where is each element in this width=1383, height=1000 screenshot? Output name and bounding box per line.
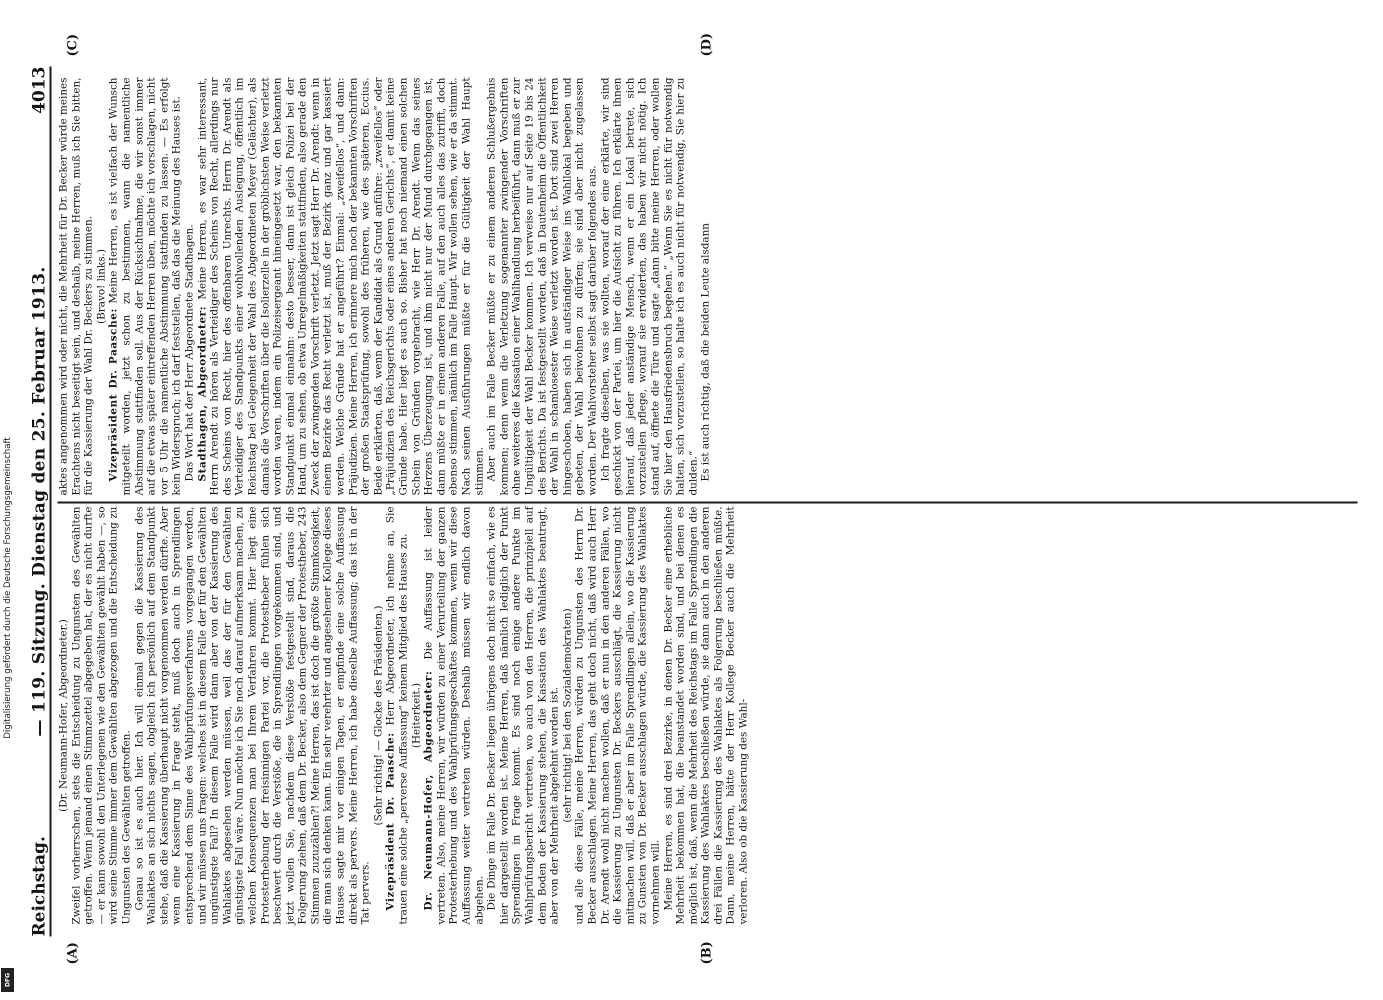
margin-letter-d: (D) (699, 32, 715, 57)
paragraph (599, 78, 700, 496)
paragraph (95, 78, 108, 496)
paragraph-text: Herr Abgeordneter, ich nehme an, Sie trauen eine solche „perverse Auffassung“ keinem Mitglied des Hauses zu. (384, 506, 410, 925)
paragraph (372, 507, 385, 925)
paragraph (70, 507, 133, 925)
paragraph-text: Genau so ist es auch hier. Ich will einmal gegen die Kassierung des Wahlaktes an sich nichts sagen, obgleich ich persönlich auf dem Standpunkt stehe, daß die Kassierung überhaupt nicht vorgenommen werden dürfte. Aber wenn eine Kassierung in Frage steht, muß doch auch in Sprendlingen entsprechend dem Sinne des Wahlprüfungsverfahrens vorgegangen werden, und wir müssen uns fragen: welches ist in diesem Falle der für den Gewählten ungünstigste Fall? In diesem Falle wird dann aber von der Kassierung des Wahlaktes abgesehen werden müssen, weil das der für den Gewählten günstigste Fall wäre. Nun möchte ich Sie noch darauf aufmerksam machen, zu welchen Konsequenzen man bei Ihrem Verfahren kommt. Hier liegt eine Protesterhebung der freisinnigen Partei vor, die Protestheber fühlen sich beschwert durch die Verstöße, die in Sprendlingen vorgekommen sind, und jetzt wollen Sie, nachdem diese Verstöße festgestellt sind, daraus die Folgerung ziehen, daß dem Dr. Becker, also dem Gegner der Protestheber, 243 Stimmen zuzuzählen?! Meine Herren, das ist doch die größte Stimmkosigkeit, die man sich denken kann. Ein sehr verehrter und angesehener Kollege dieses Hauses sagte mir vor einigen Tagen, er empfinde eine solche Auffassung direkt als pervers. Meine Herren, ich habe dieselbe Auffassung; das ist in der Tat pervers. (133, 506, 372, 925)
speaker-name: Vizepräsident Dr. Paasche: (384, 732, 397, 911)
paragraph (410, 507, 423, 925)
header-section: Reichstag. (29, 836, 50, 937)
paragraph-text: Zweifel vorherrschen, stets die Entscheidung zu Ungunsten des Gewählten getroffen. Wenn jemand einen Stimmzettel abgegeben hat, der es nicht durfte — er kann sowohl den Unterlegenen wie den Gewählten gewählt haben —, so wird seine Stimme immer dem Gewählten abgezogen und die Entscheidung zu Ungunsten des Gewählten getroffen. (70, 506, 133, 925)
margin-letter-c: (C) (65, 33, 81, 57)
paragraph (58, 507, 71, 925)
paragraph-text: Es ist auch richtig, daß die beiden Leute alsdann (699, 223, 712, 482)
paragraph-text: (Dr. Neumann-Hofer, Abgeordneter.) (57, 619, 70, 812)
newspaper-page (0, 1, 1383, 1000)
paragraph (561, 507, 574, 925)
paragraph-text: aktes angenommen wird oder nicht, die Mehrheit für Dr. Becker würde meines Erachtens nicht beseitigt sein, und deshalb, meine Herren, muß ich Sie bitten, für die Kassierung der Wahl Dr. Beckers zu stimmen. (57, 77, 95, 496)
paragraph-text: Meine Herren, es ist vielfach der Wunsch mitgeteilt worden, jetzt schon zu bestimmen, wann die namentliche Abstimmung stattfinden soll. Aus der Rücksichtnahme, die wir sonst immer auf die etwas später eintreffenden Herren üben, möchte ich vorschlagen, nicht vor 5 Uhr die namentliche Abstimmung stattfinden zu lassen. — Es erfolgt kein Widerspruch; ich darf feststellen, daß das die Meinung des Hauses ist. (107, 77, 183, 496)
dfg-credit-text: Digitalisierung gefördert durch die Deutsche Forschungsgemeinschaft (3, 437, 13, 739)
left-column-text (58, 507, 751, 925)
paragraph (486, 78, 599, 496)
paragraph-text: (Sehr richtig! — Glocke des Präsidenten.) (372, 605, 385, 826)
speaker-name: Dr. Neumann-Hofer, Abgeordneter: (422, 670, 435, 911)
paragraph (385, 507, 410, 925)
header-title: — 119. Sitzung. Dienstag den 25. Februar 1913. (29, 266, 50, 737)
right-column-text (58, 78, 713, 496)
paragraph (58, 78, 96, 496)
paragraph (423, 507, 486, 925)
paragraph (486, 507, 562, 925)
paragraph-text: Die Auffassung ist leider vertreten. Also, meine Herren, wir würden zu einer Verurteilung der ganzen Protesterhebung und des Wahlprüfungsgeschäftes kommen, wenn wir diese Auffassung weiter vertreten würden. Deshalb müssen wir endlich davon abgehen. (422, 506, 486, 925)
header-rule (50, 67, 52, 937)
paragraph (574, 507, 662, 925)
paragraph-text: (Bravo! links.) (95, 249, 108, 324)
margin-letter-b: (B) (699, 941, 715, 965)
paragraph-text: Aber auch im Falle Becker müßte er zu einem anderen Schlußergebnis kommen; denn wenn die Verletzung sogenannter zwingender Vorschriften ohne weiteres die Kassation einer Wahlhandlung herbeiführt, dann muß er zur Ungültigkeit der Wahl Becker kommen. Ich verweise nur auf Seite 19 bis 24 des Berichts. Da ist festgestellt worden, daß in Dautenheim die Öffentlichkeit der Wahl in schamlosester Weise verletzt worden ist. Dort sind zwei Herren hingeschoben, haben sich in aufständiger Weise ins Wahllokal begeben und gebeten, der Wahl beiwohnen zu dürfen; sie sind aber nicht zugelassen worden. Der Wahlvorsteher selbst sagt darüber folgendes aus. (485, 77, 599, 496)
paragraph-text: Meine Herren, es sind drei Bezirke, in denen Dr. Becker eine erhebliche Mehrheit bekommen hat, die beanstandet worden sind, und bei denen es möglich ist, daß, wenn die Mehrheit des Reichstags im Falle Sprendlingen die Kassierung des Wahlaktes beschließen würde, sie dann auch in den anderen drei Fällen die Kassierung des Wahlaktes als Folgerung beschließen müßte. Dann, meine Herren, hätte der Herr Kollege Becker auch die Mehrheit verloren. Also ob die Kassierung des Wahl- (662, 506, 750, 925)
paragraph (133, 507, 372, 925)
dfg-logo-label: DFG (4, 972, 11, 988)
paragraph-text: Meine Herren, es war sehr interessant, Herrn Arendt zu hören als Verteidiger des Scheins von Recht, allerdings nur des Scheins von Recht, hier des offenbaren Unrechts. Herrn Dr. Arendt als Verteidiger des Standpunkts einer wohlwollenden Auslegung, öffentlich im Reichstag bei Gelegenheit der Wahl des Abgeordneten Meyer (Gelächter), als damals die Vorschriften über die Isolierzelle in der gröblichsten Weise verletzt worden waren, indem ein Polizeisergeant hineingesetzt war, den bekannten Standpunkt einmal einnahm: desto besser, dann ist gleich Polizei bei der Hand, um zu sehen, ob etwa Unregelmäßigkeiten stattfinden, also gerade den Zweck der zwingenden Vorschrift verletzt. Jetzt sagt Herr Dr. Arendt: wenn in einem Bezirke das Recht verletzt ist, muß der Bezirk ganz und gar kassiert werden. Welche Gründe hat er angeführt? Einmal: „zweifellos“, und dann: Präjudizien. Meine Herren, ich erinnere mich noch der bekannten Vorschriften der großen Staatsprüfung, sowohl des früheren, wie des späteren, Eccius. Beide erklärten, daß, wenn der Kandidat als Grund anführe: „zweifellos“ oder „Präjudizien des Reichsgerichts oder eines anderen Gerichts“, er damit keine Gründe habe. Hier liegt es auch so. Bisher hat noch niemand einen solchen Schein von Gründen vorgebracht, wie Herr Dr. Arendt. Wenn das seines Herzens Überzeugung ist, und ihm nicht nur der Mund durchgegangen ist, dann müßte er in einem anderen Falle, auf den auch alles das zutrifft, doch ebenso stimmen, nämlich im Falle Haupt. Wir wollen sehen, wie er da stimmt. Nach seinen Ausführungen müßte er für die Gültigkeit der Wahl Haupt stimmen. (196, 77, 486, 496)
paragraph (108, 78, 184, 496)
paragraph (662, 507, 750, 925)
page-number: 4013 (29, 66, 50, 114)
margin-letter-a: (A) (65, 942, 81, 965)
paragraph (700, 78, 713, 496)
speaker-name: Vizepräsident Dr. Paasche: (107, 308, 120, 482)
paragraph (183, 78, 196, 496)
paragraph-text: und alle diese Fälle, meine Herren, würden zu Ungunsten des Herrn Dr. Becker ausschlagen. Meine Herren, das geht doch nicht, daß wird auch Herr Dr. Arendt wohl nicht machen wollen, daß er nun in den anderen Fällen, wo die Kassierung zu Ungunsten Dr. Beckers ausschlägt, die Kassierung nicht mitmachen will, daß er aber im Falle Sprendlingen allein, wo die Kassierung zu Gunsten von Dr. Becker ausschlagen würde, die Kassierung des Wahlaktes vornehmen will. (573, 506, 662, 925)
paragraph-text: (sehr richtig! bei den Sozialdemokraten) (561, 608, 574, 823)
paragraph (196, 78, 486, 496)
paragraph-text: Das Wort hat der Herr Abgeordnete Stadthagen. (183, 224, 196, 482)
paragraph-text: Ich fragte dieselben, was sie wollten, worauf der eine erklärte, wir sind geschickt von der Partei, um hier die Aufsicht zu führen. Ich erklärte ihnen hierauf, daß jeder anständige Mensch, wenn er ein Lokal betrete, sich vorzustellen pflege, worauf sie erwiderten, das haben wir nicht nötig. Ich stand auf, öffnete die Türe und sagte „dann bitte meine Herren, oder wollen Sie hier den Hausfriedensbruch begehen.“ „Wenn Sie es nicht für notwendig halten, sich vorzustellen, so halte ich es auch nicht für notwendig, Sie hier zu dulden.“ (599, 77, 700, 496)
speaker-name: Stadthagen, Abgeordneter: (196, 305, 209, 482)
page-header (18, 67, 62, 937)
column-divider (58, 502, 1358, 504)
paragraph-text: Die Dinge im Falle Dr. Becker liegen übrigens doch nicht so einfach, wie es hier dargestellt worden ist. Meine Herren, daß nämlich lediglich der Punkt Sprendlingen in Frage kommt. Es sind noch einige andere Punkte im Wahlprüfungsbericht vertreten, wo auch von den Herren, die prinzipiell auf dem Boden der Kassierung stehen, die Kassation des Wahlaktes beantragt, aber von der Mehrheit abgelehnt worden ist. (485, 506, 561, 925)
paragraph-text: (Heiterkeit.) (410, 682, 423, 749)
